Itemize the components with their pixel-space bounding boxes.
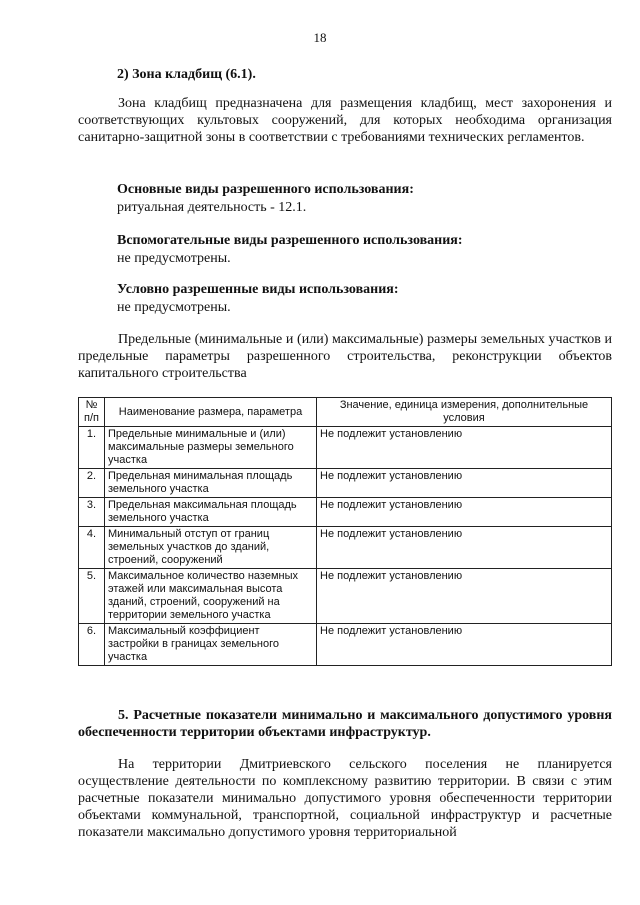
parameters-table [78,397,612,666]
page-number: 18 [313,30,327,45]
cemetery-zone-heading: 2) Зона кладбищ (6.1). [117,67,256,82]
section-5-paragraph: На территории Дмитриевского сельского поселения не планируется осуществление деятельности по комплексному развитию территории. В связи с этим расчетные показатели минимально допустимого уровня обеспеченности территории объектами коммунальной, транспортной, социальной инфраструктур и расчетные показатели максимально допустимого уровня территориальной [78,757,612,840]
table-row [79,469,612,498]
row-num: 2. [79,469,105,498]
row-name: Минимальный отступ от границ земельных участков до зданий, строений, сооружений [105,527,317,569]
row-name: Предельные минимальные и (или) максимальные размеры земельного участка [105,427,317,469]
row-num: 6. [79,624,105,666]
row-value: Не подлежит установлению [317,498,612,527]
table-row [79,427,612,469]
header-num: № п/п [79,398,105,427]
table-row [79,498,612,527]
header-name: Наименование размера, параметра [105,398,317,427]
row-num: 3. [79,498,105,527]
row-name: Максимальное количество наземных этажей или максимальная высота зданий, строений, сооружений на территории земельного участка [105,569,317,624]
table-header-row [79,398,612,427]
limits-paragraph: Предельные (минимальные и (или) максимальные) размеры земельных участков и предельные параметры разрешенного строительства, реконструкции объектов капитального строительства [78,332,612,381]
row-num: 4. [79,527,105,569]
header-value: Значение, единица измерения, дополнительные условия [317,398,612,427]
row-name: Максимальный коэффициент застройки в границах земельного участка [105,624,317,666]
row-value: Не подлежит установлению [317,427,612,469]
row-name: Предельная максимальная площадь земельного участка [105,498,317,527]
main-uses-value: ритуальная деятельность - 12.1. [117,200,307,215]
row-num: 5. [79,569,105,624]
row-value: Не подлежит установлению [317,624,612,666]
row-num: 1. [79,427,105,469]
row-value: Не подлежит установлению [317,527,612,569]
table-row [79,624,612,666]
aux-uses-heading: Вспомогательные виды разрешенного использования: [117,233,463,248]
aux-uses-value: не предусмотрены. [117,251,231,266]
section-5-heading: 5. Расчетные показатели минимально и максимального допустимого уровня обеспеченности территории объектами инфраструктур. [78,708,612,740]
main-uses-heading: Основные виды разрешенного использования: [117,182,414,197]
row-name: Предельная минимальная площадь земельного участка [105,469,317,498]
cond-uses-heading: Условно разрешенные виды использования: [117,282,399,297]
table-row [79,527,612,569]
row-value: Не подлежит установлению [317,569,612,624]
row-value: Не подлежит установлению [317,469,612,498]
cemetery-zone-paragraph: Зона кладбищ предназначена для размещения кладбищ, мест захоронения и соответствующих культовых сооружений, для которых необходима организация санитарно-защитной зоны в соответствии с требованиями технических регламентов. [78,96,612,145]
table-row [79,569,612,624]
cond-uses-value: не предусмотрены. [117,300,231,315]
